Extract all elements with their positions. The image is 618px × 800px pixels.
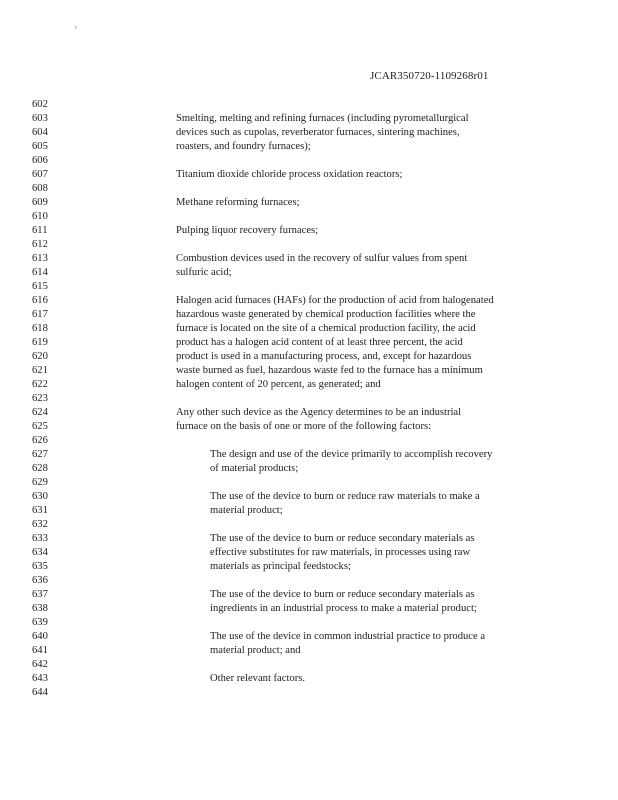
document-line	[0, 448, 618, 462]
line-number: 639	[32, 616, 48, 628]
line-number: 620	[32, 350, 48, 362]
line-number: 636	[32, 574, 48, 586]
line-text: hazardous waste generated by chemical production facilities where the	[176, 308, 476, 320]
line-text: effective substitutes for raw materials, in processes using raw	[210, 546, 471, 558]
document-line	[0, 154, 618, 168]
line-text: Halogen acid furnaces (HAFs) for the production of acid from halogenated	[176, 294, 494, 306]
line-text: The use of the device to burn or reduce raw materials to make a	[210, 490, 480, 502]
line-number: 629	[32, 476, 48, 488]
line-text: The design and use of the device primarily to accomplish recovery	[210, 448, 493, 460]
line-number: 605	[32, 140, 48, 152]
line-number: 630	[32, 490, 48, 502]
document-line	[0, 112, 618, 126]
line-number: 610	[32, 210, 48, 222]
document-line	[0, 210, 618, 224]
line-number: 612	[32, 238, 48, 250]
line-text: Other relevant factors.	[210, 672, 306, 684]
line-text: The use of the device in common industrial practice to produce a	[210, 630, 486, 642]
line-text: of material products;	[210, 462, 299, 474]
line-text: product has a halogen acid content of at least three percent, the acid	[176, 336, 463, 348]
document-line	[0, 574, 618, 588]
line-number: 625	[32, 420, 48, 432]
line-text: Any other such device as the Agency determines to be an industrial	[176, 406, 462, 418]
line-text: Methane reforming furnaces;	[176, 196, 300, 208]
document-line	[0, 378, 618, 392]
document-line	[0, 658, 618, 672]
line-number: 611	[32, 224, 48, 236]
line-number: 623	[32, 392, 48, 404]
line-number: 624	[32, 406, 48, 418]
document-line	[0, 168, 618, 182]
document-header-code: JCAR350720-1109268r01	[370, 70, 489, 82]
line-number: 638	[32, 602, 48, 614]
document-line	[0, 602, 618, 616]
document-line	[0, 504, 618, 518]
line-number: 607	[32, 168, 48, 180]
line-number: 609	[32, 196, 48, 208]
line-text: sulfuric acid;	[176, 266, 232, 278]
document-line	[0, 672, 618, 686]
line-text: material product;	[210, 504, 283, 516]
line-text: Combustion devices used in the recovery of sulfur values from spent	[176, 252, 468, 264]
line-text: Titanium dioxide chloride process oxidation reactors;	[176, 168, 403, 180]
line-number: 633	[32, 532, 48, 544]
document-line	[0, 98, 618, 112]
line-text: The use of the device to burn or reduce secondary materials as	[210, 588, 475, 600]
line-number: 628	[32, 462, 48, 474]
document-line	[0, 462, 618, 476]
document-line	[0, 686, 618, 700]
line-number: 641	[32, 644, 48, 656]
document-line	[0, 546, 618, 560]
document-line	[0, 196, 618, 210]
line-text: waste burned as fuel, hazardous waste fed to the furnace has a minimum	[176, 364, 483, 376]
line-number: 640	[32, 630, 48, 642]
line-number: 606	[32, 154, 48, 166]
line-number: 608	[32, 182, 48, 194]
document-line	[0, 392, 618, 406]
line-number: 637	[32, 588, 48, 600]
document-line	[0, 266, 618, 280]
line-number: 622	[32, 378, 48, 390]
line-number: 626	[32, 434, 48, 446]
document-line	[0, 518, 618, 532]
document-line	[0, 434, 618, 448]
document-line	[0, 280, 618, 294]
document-line	[0, 644, 618, 658]
document-line	[0, 420, 618, 434]
line-number: 621	[32, 364, 48, 376]
line-text: ingredients in an industrial process to make a material product;	[210, 602, 477, 614]
line-number: 643	[32, 672, 48, 684]
document-line	[0, 182, 618, 196]
line-text: product is used in a manufacturing process, and, except for hazardous	[176, 350, 472, 362]
document-line	[0, 252, 618, 266]
document-line	[0, 238, 618, 252]
line-text: material product; and	[210, 644, 301, 656]
line-number: 616	[32, 294, 48, 306]
document-line	[0, 322, 618, 336]
document-line	[0, 140, 618, 154]
document-line	[0, 406, 618, 420]
line-text: furnace is located on the site of a chemical production facility, the acid	[176, 322, 476, 334]
line-text: Smelting, melting and refining furnaces (including pyrometallurgical	[176, 112, 469, 124]
document-line	[0, 224, 618, 238]
scan-mark: '	[75, 25, 77, 35]
document-line	[0, 364, 618, 378]
line-number: 604	[32, 126, 48, 138]
line-number: 615	[32, 280, 48, 292]
document-line	[0, 294, 618, 308]
line-number: 627	[32, 448, 48, 460]
line-number: 603	[32, 112, 48, 124]
line-text: Pulping liquor recovery furnaces;	[176, 224, 319, 236]
line-text: furnace on the basis of one or more of the following factors:	[176, 420, 432, 432]
line-number: 618	[32, 322, 48, 334]
line-number: 631	[32, 504, 48, 516]
line-text: devices such as cupolas, reverberator furnaces, sintering machines,	[176, 126, 460, 138]
line-number: 619	[32, 336, 48, 348]
line-text: halogen content of 20 percent, as generated; and	[176, 378, 381, 390]
line-number: 617	[32, 308, 48, 320]
document-line	[0, 560, 618, 574]
line-number: 613	[32, 252, 48, 264]
line-number: 634	[32, 546, 48, 558]
document-line	[0, 336, 618, 350]
line-text: materials as principal feedstocks;	[210, 560, 351, 572]
line-text: roasters, and foundry furnaces);	[176, 140, 311, 152]
line-number: 644	[32, 686, 48, 698]
document-line	[0, 126, 618, 140]
document-line	[0, 350, 618, 364]
document-line	[0, 616, 618, 630]
document-line	[0, 630, 618, 644]
document-line	[0, 308, 618, 322]
document-line	[0, 588, 618, 602]
document-line	[0, 490, 618, 504]
line-number: 642	[32, 658, 48, 670]
document-line	[0, 476, 618, 490]
line-text: The use of the device to burn or reduce secondary materials as	[210, 532, 475, 544]
line-number: 614	[32, 266, 48, 278]
line-number: 602	[32, 98, 48, 110]
line-number: 635	[32, 560, 48, 572]
document-line	[0, 532, 618, 546]
line-number: 632	[32, 518, 48, 530]
